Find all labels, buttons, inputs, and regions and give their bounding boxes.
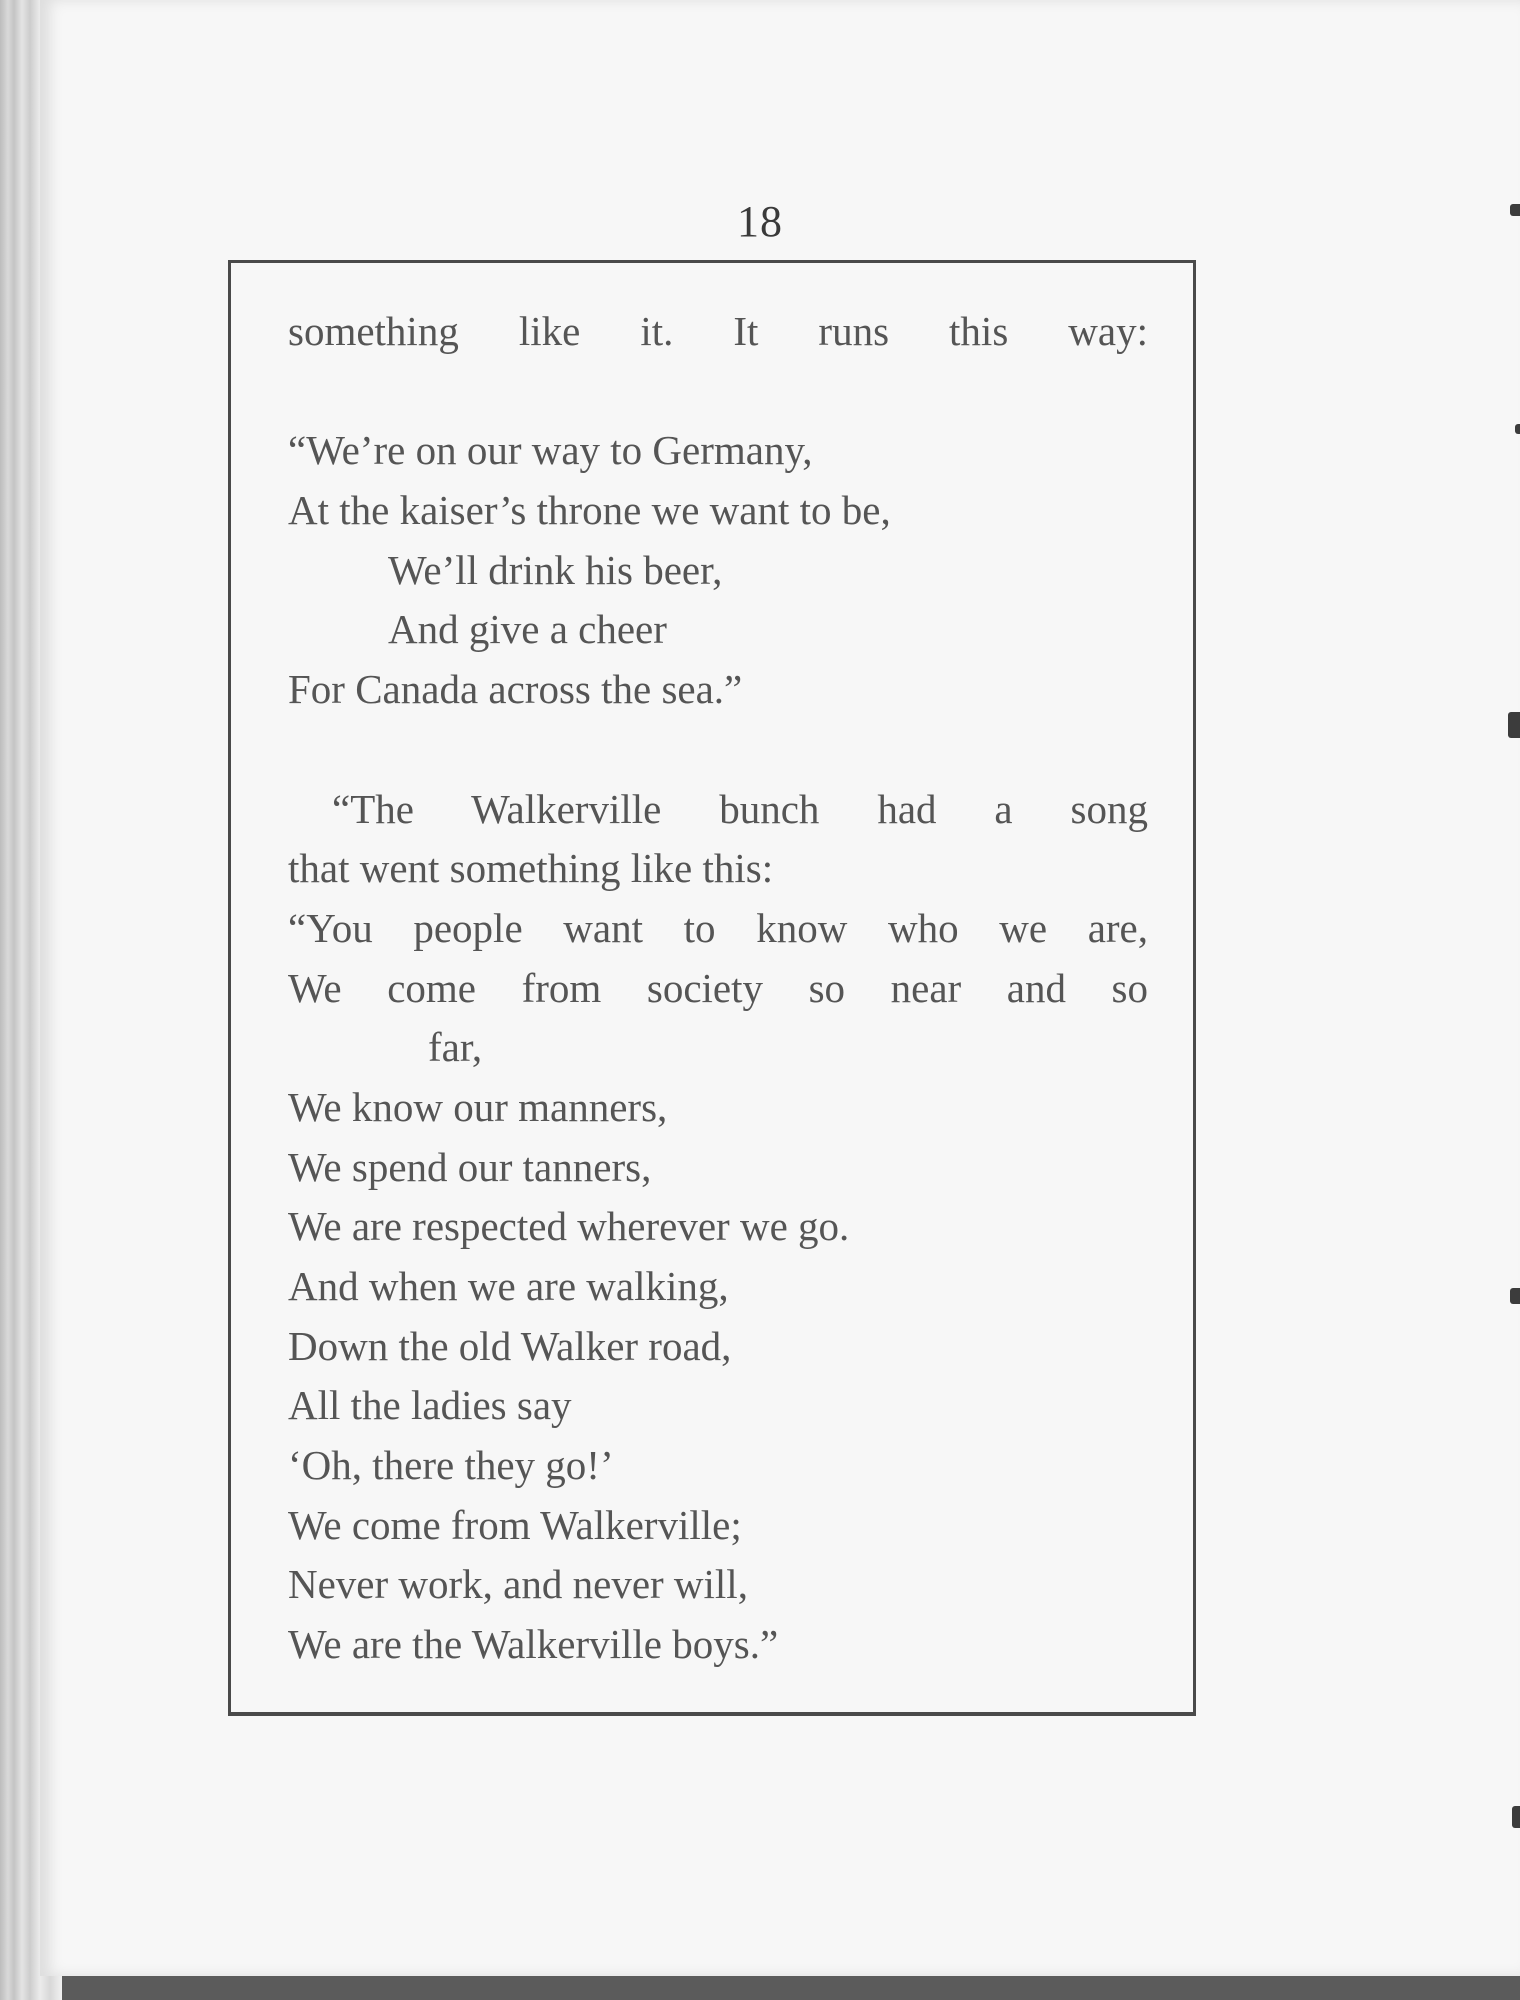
text-line: We know our manners,	[288, 1083, 668, 1130]
text-line: something like it. It runs this way:	[288, 308, 1148, 354]
edge-mark	[1512, 1806, 1520, 1828]
facing-page-edge	[1500, 0, 1520, 1976]
text-line: ‘Oh, there they go!’	[288, 1442, 614, 1489]
text-line: We come from society so near and so	[288, 964, 1148, 1011]
text-line: Never work, and never will,	[288, 1561, 748, 1608]
text-line: that went something like this:	[288, 845, 774, 892]
text-line: We spend our tanners,	[288, 1143, 652, 1190]
text-line: For Canada across the sea.”	[288, 666, 743, 713]
edge-mark	[1508, 712, 1520, 738]
text-line: “The Walkerville bunch had a song	[332, 785, 1148, 832]
page-text	[288, 302, 1148, 1675]
text-line: We come from Walkerville;	[288, 1501, 742, 1548]
text-line: We’ll drink his beer,	[388, 546, 723, 593]
text-line: And give a cheer	[388, 606, 667, 653]
page-number: 18	[737, 197, 783, 246]
text-line: All the ladies say	[288, 1382, 572, 1429]
text-line: And when we are walking,	[288, 1263, 729, 1309]
edge-mark	[1510, 1288, 1520, 1304]
text-line: “You people want to know who we are,	[288, 904, 1148, 951]
text-line: At the kaiser’s throne we want to be,	[288, 487, 891, 534]
stanza-gap	[288, 362, 1148, 422]
text-line: far,	[428, 1024, 483, 1071]
edge-mark	[1510, 204, 1520, 216]
edge-mark	[1515, 424, 1520, 434]
text-line: We are the Walkerville boys.”	[288, 1621, 779, 1668]
stanza-gap	[288, 720, 1148, 780]
text-line: Down the old Walker road,	[288, 1322, 732, 1369]
text-line: We are respected wherever we go.	[288, 1203, 850, 1250]
text-line: “We’re on our way to Germany,	[288, 427, 813, 474]
